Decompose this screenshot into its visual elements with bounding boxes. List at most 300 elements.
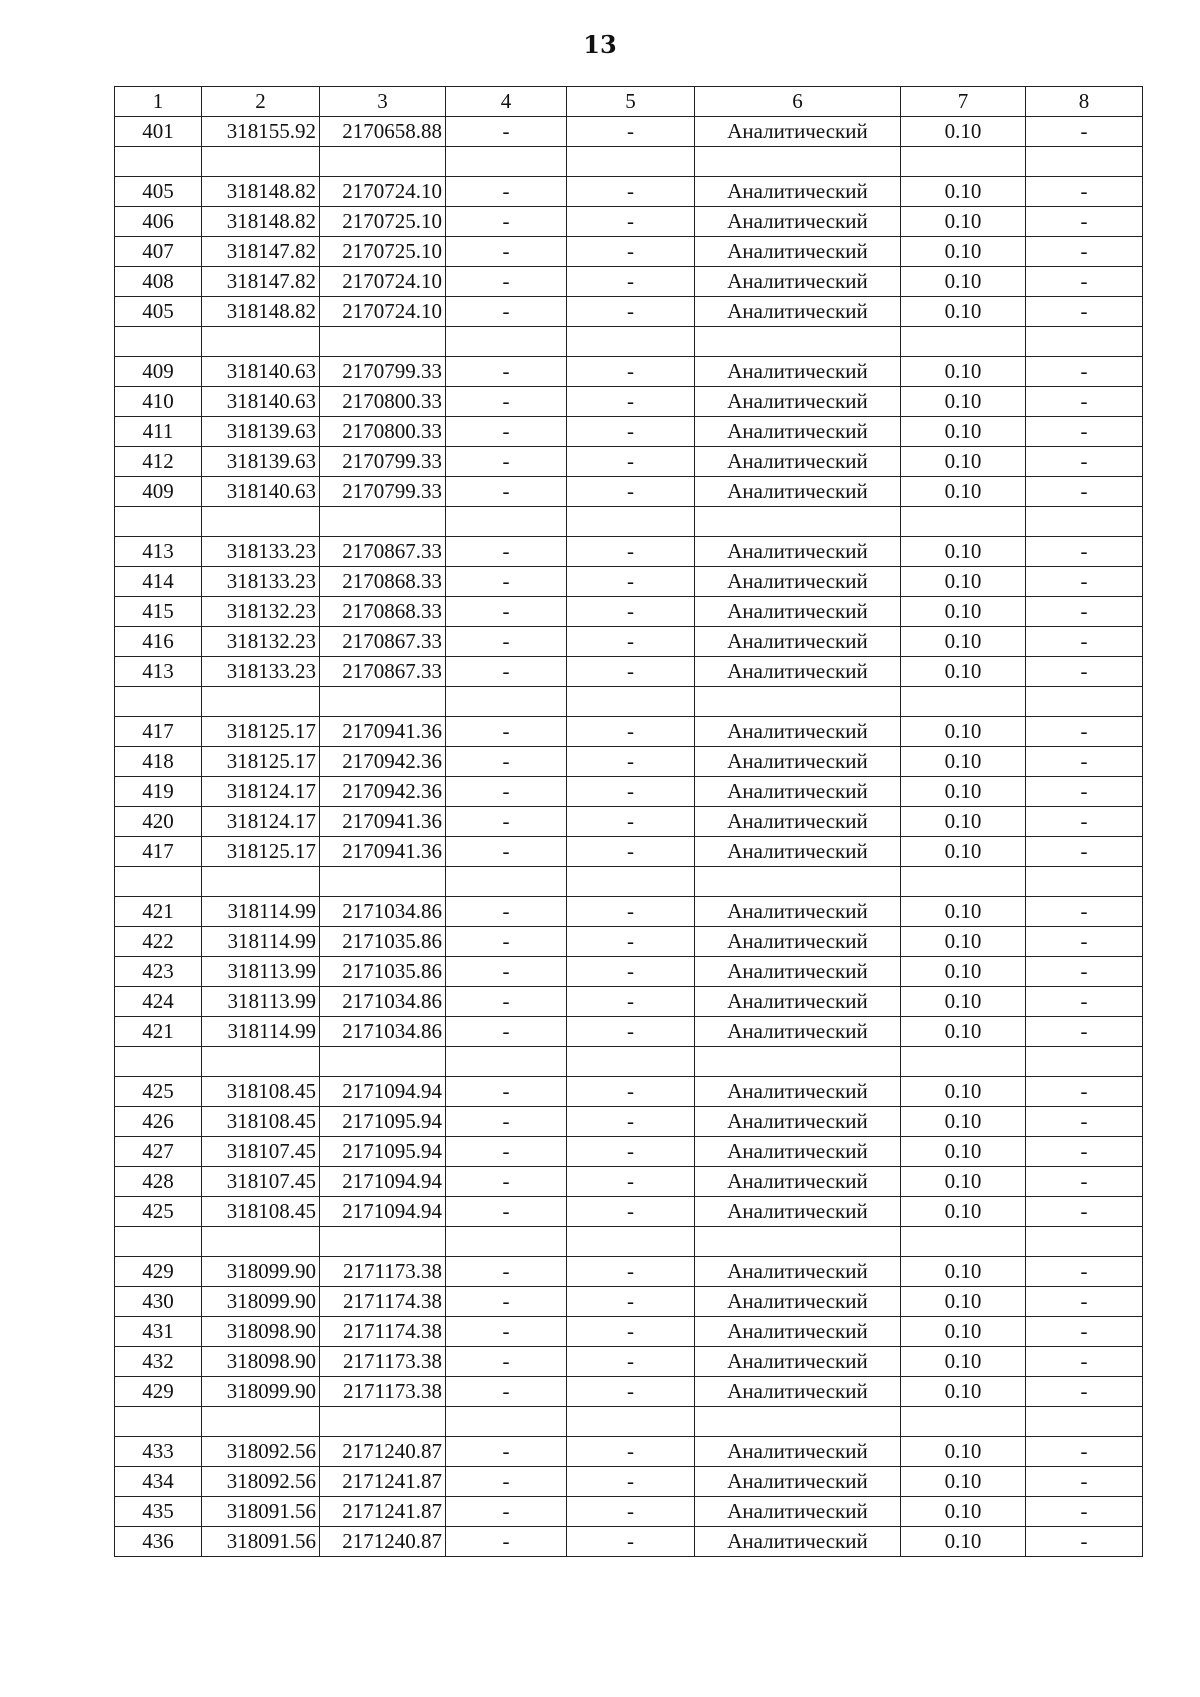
column-4-cell: - — [446, 537, 567, 567]
column-4-cell: - — [446, 1437, 567, 1467]
accuracy-cell: 0.10 — [901, 1317, 1026, 1347]
column-5-cell: - — [567, 417, 695, 447]
accuracy-cell: 0.10 — [901, 717, 1026, 747]
method-cell: Аналитический — [695, 747, 901, 777]
column-5-cell: - — [567, 927, 695, 957]
point-number-cell: 405 — [115, 177, 202, 207]
table-row — [115, 1377, 1143, 1407]
column-5-cell: - — [567, 477, 695, 507]
coordinate-y-cell — [320, 1047, 446, 1077]
table-row — [115, 267, 1143, 297]
coordinate-x-cell: 318099.90 — [202, 1377, 320, 1407]
point-number-cell: 428 — [115, 1167, 202, 1197]
accuracy-cell: 0.10 — [901, 1377, 1026, 1407]
method-cell: Аналитический — [695, 777, 901, 807]
point-number-cell: 420 — [115, 807, 202, 837]
coordinate-y-cell: 2170724.10 — [320, 177, 446, 207]
column-5-cell: - — [567, 537, 695, 567]
coordinate-y-cell: 2170867.33 — [320, 537, 446, 567]
coordinate-x-cell: 318133.23 — [202, 657, 320, 687]
column-header-7: 7 — [901, 87, 1026, 117]
accuracy-cell — [901, 327, 1026, 357]
column-4-cell: - — [446, 717, 567, 747]
table-row — [115, 657, 1143, 687]
method-cell — [695, 1047, 901, 1077]
column-8-cell — [1026, 327, 1143, 357]
table-row — [115, 447, 1143, 477]
coordinate-y-cell: 2171095.94 — [320, 1137, 446, 1167]
method-cell: Аналитический — [695, 1077, 901, 1107]
coordinate-y-cell: 2170942.36 — [320, 777, 446, 807]
column-4-cell — [446, 867, 567, 897]
method-cell: Аналитический — [695, 447, 901, 477]
column-8-cell: - — [1026, 1497, 1143, 1527]
column-8-cell — [1026, 1227, 1143, 1257]
coordinate-x-cell: 318139.63 — [202, 417, 320, 447]
method-cell: Аналитический — [695, 267, 901, 297]
point-number-cell: 429 — [115, 1257, 202, 1287]
column-5-cell — [567, 1407, 695, 1437]
column-8-cell: - — [1026, 627, 1143, 657]
point-number-cell: 417 — [115, 717, 202, 747]
separator-row — [115, 1047, 1143, 1077]
coordinate-x-cell: 318124.17 — [202, 777, 320, 807]
column-4-cell: - — [446, 207, 567, 237]
point-number-cell: 425 — [115, 1077, 202, 1107]
accuracy-cell: 0.10 — [901, 537, 1026, 567]
column-5-cell: - — [567, 1287, 695, 1317]
point-number-cell — [115, 1227, 202, 1257]
method-cell: Аналитический — [695, 177, 901, 207]
column-5-cell: - — [567, 807, 695, 837]
method-cell: Аналитический — [695, 477, 901, 507]
coordinate-x-cell: 318114.99 — [202, 1017, 320, 1047]
coordinate-x-cell: 318098.90 — [202, 1317, 320, 1347]
column-4-cell: - — [446, 357, 567, 387]
column-4-cell: - — [446, 1197, 567, 1227]
accuracy-cell: 0.10 — [901, 117, 1026, 147]
column-8-cell: - — [1026, 1317, 1143, 1347]
method-cell: Аналитический — [695, 1107, 901, 1137]
method-cell — [695, 1227, 901, 1257]
column-5-cell: - — [567, 207, 695, 237]
table-row — [115, 897, 1143, 927]
column-5-cell: - — [567, 567, 695, 597]
method-cell: Аналитический — [695, 717, 901, 747]
point-number-cell: 436 — [115, 1527, 202, 1557]
point-number-cell: 422 — [115, 927, 202, 957]
coordinate-y-cell: 2171240.87 — [320, 1437, 446, 1467]
coordinate-y-cell: 2171173.38 — [320, 1347, 446, 1377]
coordinate-y-cell: 2170658.88 — [320, 117, 446, 147]
column-8-cell: - — [1026, 1017, 1143, 1047]
point-number-cell: 412 — [115, 447, 202, 477]
point-number-cell: 431 — [115, 1317, 202, 1347]
coordinate-x-cell: 318091.56 — [202, 1527, 320, 1557]
column-8-cell: - — [1026, 837, 1143, 867]
method-cell: Аналитический — [695, 417, 901, 447]
point-number-cell: 417 — [115, 837, 202, 867]
coordinate-y-cell: 2170867.33 — [320, 627, 446, 657]
method-cell — [695, 147, 901, 177]
column-header-6: 6 — [695, 87, 901, 117]
accuracy-cell — [901, 1227, 1026, 1257]
table-row — [115, 1317, 1143, 1347]
column-8-cell: - — [1026, 1167, 1143, 1197]
point-number-cell: 418 — [115, 747, 202, 777]
point-number-cell: 424 — [115, 987, 202, 1017]
method-cell — [695, 327, 901, 357]
column-8-cell: - — [1026, 1257, 1143, 1287]
column-5-cell: - — [567, 447, 695, 477]
column-4-cell: - — [446, 567, 567, 597]
coordinate-x-cell: 318148.82 — [202, 297, 320, 327]
column-5-cell: - — [567, 837, 695, 867]
accuracy-cell: 0.10 — [901, 1167, 1026, 1197]
column-4-cell: - — [446, 1347, 567, 1377]
column-8-cell: - — [1026, 1287, 1143, 1317]
coordinate-x-cell: 318108.45 — [202, 1077, 320, 1107]
point-number-cell: 405 — [115, 297, 202, 327]
column-header-8: 8 — [1026, 87, 1143, 117]
coordinate-x-cell: 318124.17 — [202, 807, 320, 837]
column-5-cell: - — [567, 597, 695, 627]
coordinate-y-cell: 2171173.38 — [320, 1377, 446, 1407]
accuracy-cell: 0.10 — [901, 207, 1026, 237]
column-5-cell: - — [567, 747, 695, 777]
table-row — [115, 747, 1143, 777]
table-row — [115, 207, 1143, 237]
coordinate-y-cell: 2171241.87 — [320, 1497, 446, 1527]
table-row — [115, 987, 1143, 1017]
point-number-cell — [115, 327, 202, 357]
coordinate-y-cell: 2171241.87 — [320, 1467, 446, 1497]
coordinate-x-cell: 318108.45 — [202, 1107, 320, 1137]
coordinate-y-cell: 2170941.36 — [320, 837, 446, 867]
coordinate-x-cell: 318148.82 — [202, 177, 320, 207]
coordinate-x-cell: 318099.90 — [202, 1257, 320, 1287]
coordinate-x-cell: 318147.82 — [202, 237, 320, 267]
coordinate-y-cell: 2171034.86 — [320, 987, 446, 1017]
method-cell: Аналитический — [695, 237, 901, 267]
table-row — [115, 927, 1143, 957]
column-5-cell: - — [567, 387, 695, 417]
table-row — [115, 627, 1143, 657]
column-5-cell — [567, 507, 695, 537]
table-row — [115, 417, 1143, 447]
method-cell — [695, 507, 901, 537]
column-4-cell: - — [446, 1077, 567, 1107]
accuracy-cell: 0.10 — [901, 1467, 1026, 1497]
column-4-cell: - — [446, 1287, 567, 1317]
column-4-cell — [446, 1047, 567, 1077]
table-row — [115, 1497, 1143, 1527]
table-body — [115, 117, 1143, 1557]
coordinate-x-cell: 318113.99 — [202, 987, 320, 1017]
column-4-cell: - — [446, 237, 567, 267]
column-4-cell — [446, 1227, 567, 1257]
table-row — [115, 1167, 1143, 1197]
column-5-cell: - — [567, 1107, 695, 1137]
method-cell: Аналитический — [695, 897, 901, 927]
table-row — [115, 567, 1143, 597]
column-8-cell: - — [1026, 1527, 1143, 1557]
method-cell — [695, 1407, 901, 1437]
point-number-cell: 401 — [115, 117, 202, 147]
coordinate-y-cell — [320, 327, 446, 357]
method-cell: Аналитический — [695, 1497, 901, 1527]
table-row — [115, 117, 1143, 147]
method-cell: Аналитический — [695, 1467, 901, 1497]
point-number-cell: 410 — [115, 387, 202, 417]
method-cell — [695, 867, 901, 897]
table-row — [115, 807, 1143, 837]
method-cell: Аналитический — [695, 1137, 901, 1167]
column-5-cell: - — [567, 117, 695, 147]
coordinate-y-cell — [320, 867, 446, 897]
accuracy-cell: 0.10 — [901, 837, 1026, 867]
column-5-cell: - — [567, 237, 695, 267]
accuracy-cell: 0.10 — [901, 597, 1026, 627]
point-number-cell — [115, 1407, 202, 1437]
column-8-cell: - — [1026, 297, 1143, 327]
accuracy-cell: 0.10 — [901, 297, 1026, 327]
coordinate-y-cell: 2170941.36 — [320, 807, 446, 837]
column-4-cell: - — [446, 807, 567, 837]
coordinate-x-cell: 318107.45 — [202, 1137, 320, 1167]
point-number-cell: 426 — [115, 1107, 202, 1137]
point-number-cell: 409 — [115, 357, 202, 387]
column-5-cell: - — [567, 1527, 695, 1557]
point-number-cell: 408 — [115, 267, 202, 297]
accuracy-cell: 0.10 — [901, 807, 1026, 837]
column-5-cell: - — [567, 1467, 695, 1497]
column-5-cell: - — [567, 1437, 695, 1467]
column-8-cell: - — [1026, 747, 1143, 777]
column-4-cell: - — [446, 297, 567, 327]
point-number-cell: 434 — [115, 1467, 202, 1497]
coordinate-x-cell: 318113.99 — [202, 957, 320, 987]
column-8-cell: - — [1026, 927, 1143, 957]
coordinate-x-cell: 318139.63 — [202, 447, 320, 477]
column-8-cell: - — [1026, 807, 1143, 837]
column-header-4: 4 — [446, 87, 567, 117]
accuracy-cell: 0.10 — [901, 1437, 1026, 1467]
column-8-cell: - — [1026, 597, 1143, 627]
method-cell: Аналитический — [695, 627, 901, 657]
column-4-cell: - — [446, 627, 567, 657]
coordinate-x-cell — [202, 147, 320, 177]
method-cell: Аналитический — [695, 1287, 901, 1317]
coordinate-y-cell: 2170867.33 — [320, 657, 446, 687]
column-5-cell: - — [567, 1167, 695, 1197]
method-cell: Аналитический — [695, 657, 901, 687]
coordinate-x-cell: 318125.17 — [202, 837, 320, 867]
separator-row — [115, 147, 1143, 177]
coordinate-y-cell: 2171034.86 — [320, 1017, 446, 1047]
coordinate-x-cell: 318148.82 — [202, 207, 320, 237]
coordinate-y-cell: 2170800.33 — [320, 417, 446, 447]
accuracy-cell: 0.10 — [901, 957, 1026, 987]
column-4-cell: - — [446, 1137, 567, 1167]
accuracy-cell: 0.10 — [901, 177, 1026, 207]
method-cell — [695, 687, 901, 717]
accuracy-cell: 0.10 — [901, 1107, 1026, 1137]
column-5-cell: - — [567, 1197, 695, 1227]
table-row — [115, 1527, 1143, 1557]
column-8-cell: - — [1026, 207, 1143, 237]
coordinate-x-cell: 318140.63 — [202, 477, 320, 507]
column-8-cell: - — [1026, 957, 1143, 987]
accuracy-cell: 0.10 — [901, 627, 1026, 657]
coordinate-y-cell: 2171094.94 — [320, 1167, 446, 1197]
column-4-cell — [446, 147, 567, 177]
coordinate-y-cell: 2170799.33 — [320, 477, 446, 507]
point-number-cell: 429 — [115, 1377, 202, 1407]
coordinate-x-cell: 318132.23 — [202, 627, 320, 657]
accuracy-cell — [901, 867, 1026, 897]
column-header-3: 3 — [320, 87, 446, 117]
point-number-cell: 416 — [115, 627, 202, 657]
coordinate-x-cell: 318091.56 — [202, 1497, 320, 1527]
column-5-cell: - — [567, 1137, 695, 1167]
column-8-cell — [1026, 507, 1143, 537]
table-row — [115, 357, 1143, 387]
column-4-cell: - — [446, 387, 567, 417]
method-cell: Аналитический — [695, 1377, 901, 1407]
column-8-cell: - — [1026, 1107, 1143, 1137]
column-8-cell: - — [1026, 447, 1143, 477]
table-row — [115, 1017, 1143, 1047]
method-cell: Аналитический — [695, 117, 901, 147]
method-cell: Аналитический — [695, 1197, 901, 1227]
coordinate-y-cell: 2170868.33 — [320, 567, 446, 597]
accuracy-cell: 0.10 — [901, 777, 1026, 807]
table-row — [115, 1077, 1143, 1107]
method-cell: Аналитический — [695, 927, 901, 957]
coordinate-y-cell: 2171173.38 — [320, 1257, 446, 1287]
point-number-cell: 423 — [115, 957, 202, 987]
column-8-cell: - — [1026, 567, 1143, 597]
column-8-cell: - — [1026, 387, 1143, 417]
table-row — [115, 1467, 1143, 1497]
point-number-cell: 432 — [115, 1347, 202, 1377]
coordinate-y-cell: 2170800.33 — [320, 387, 446, 417]
column-header-1: 1 — [115, 87, 202, 117]
column-4-cell: - — [446, 1527, 567, 1557]
column-5-cell: - — [567, 627, 695, 657]
table-row — [115, 1347, 1143, 1377]
column-5-cell: - — [567, 897, 695, 927]
point-number-cell — [115, 687, 202, 717]
column-4-cell: - — [446, 1497, 567, 1527]
column-4-cell: - — [446, 1107, 567, 1137]
column-header-2: 2 — [202, 87, 320, 117]
column-8-cell: - — [1026, 657, 1143, 687]
column-8-cell: - — [1026, 117, 1143, 147]
method-cell: Аналитический — [695, 1437, 901, 1467]
table-row — [115, 537, 1143, 567]
accuracy-cell: 0.10 — [901, 1287, 1026, 1317]
coordinate-y-cell: 2170725.10 — [320, 207, 446, 237]
coordinate-x-cell — [202, 1227, 320, 1257]
coordinate-x-cell: 318155.92 — [202, 117, 320, 147]
method-cell: Аналитический — [695, 807, 901, 837]
table-row — [115, 1257, 1143, 1287]
accuracy-cell: 0.10 — [901, 897, 1026, 927]
column-8-cell — [1026, 1407, 1143, 1437]
point-number-cell: 419 — [115, 777, 202, 807]
coordinate-y-cell — [320, 1407, 446, 1437]
coordinate-x-cell: 318108.45 — [202, 1197, 320, 1227]
table-header-row — [115, 87, 1143, 117]
column-5-cell: - — [567, 777, 695, 807]
column-8-cell: - — [1026, 267, 1143, 297]
accuracy-cell: 0.10 — [901, 1497, 1026, 1527]
accuracy-cell — [901, 687, 1026, 717]
column-8-cell: - — [1026, 717, 1143, 747]
table-row — [115, 1437, 1143, 1467]
method-cell: Аналитический — [695, 837, 901, 867]
coordinate-x-cell — [202, 687, 320, 717]
column-5-cell — [567, 1227, 695, 1257]
point-number-cell: 407 — [115, 237, 202, 267]
separator-row — [115, 1407, 1143, 1437]
column-4-cell: - — [446, 897, 567, 927]
table-row — [115, 1197, 1143, 1227]
point-number-cell — [115, 1047, 202, 1077]
accuracy-cell: 0.10 — [901, 1137, 1026, 1167]
coordinate-x-cell: 318092.56 — [202, 1437, 320, 1467]
column-5-cell: - — [567, 1377, 695, 1407]
column-8-cell: - — [1026, 477, 1143, 507]
point-number-cell: 413 — [115, 657, 202, 687]
point-number-cell: 435 — [115, 1497, 202, 1527]
method-cell: Аналитический — [695, 207, 901, 237]
column-8-cell: - — [1026, 417, 1143, 447]
coordinate-y-cell: 2171174.38 — [320, 1317, 446, 1347]
coordinate-y-cell: 2170941.36 — [320, 717, 446, 747]
point-number-cell: 421 — [115, 1017, 202, 1047]
coordinate-y-cell — [320, 507, 446, 537]
accuracy-cell: 0.10 — [901, 477, 1026, 507]
column-4-cell: - — [446, 1317, 567, 1347]
coordinate-x-cell — [202, 327, 320, 357]
column-8-cell: - — [1026, 1437, 1143, 1467]
coordinate-x-cell — [202, 1047, 320, 1077]
coordinate-y-cell — [320, 147, 446, 177]
column-4-cell: - — [446, 267, 567, 297]
coordinate-y-cell: 2171174.38 — [320, 1287, 446, 1317]
column-4-cell: - — [446, 777, 567, 807]
coordinate-y-cell: 2171035.86 — [320, 927, 446, 957]
table-row — [115, 297, 1143, 327]
column-8-cell: - — [1026, 897, 1143, 927]
method-cell: Аналитический — [695, 387, 901, 417]
table-row — [115, 237, 1143, 267]
point-number-cell: 427 — [115, 1137, 202, 1167]
coordinate-x-cell: 318147.82 — [202, 267, 320, 297]
coordinate-y-cell: 2170724.10 — [320, 267, 446, 297]
method-cell: Аналитический — [695, 1527, 901, 1557]
accuracy-cell: 0.10 — [901, 1017, 1026, 1047]
accuracy-cell — [901, 1407, 1026, 1437]
column-4-cell — [446, 1407, 567, 1437]
point-number-cell: 406 — [115, 207, 202, 237]
method-cell: Аналитический — [695, 957, 901, 987]
coordinate-x-cell: 318099.90 — [202, 1287, 320, 1317]
point-number-cell: 421 — [115, 897, 202, 927]
